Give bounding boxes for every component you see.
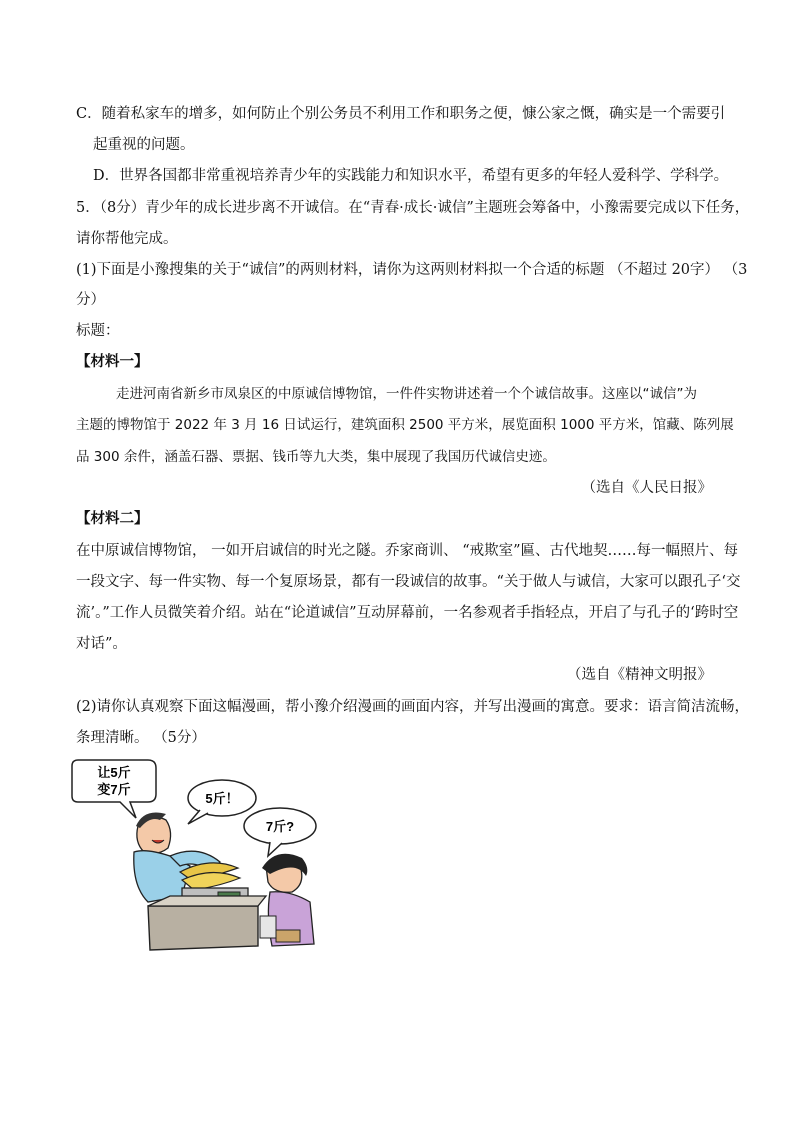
material-1-line1: 走进河南省新乡市凤泉区的中原诚信博物馆，一件件实物讲述着一个个诚信故事。这座以“诚信”为 xyxy=(116,386,697,402)
material-2-heading: 【材料二】 xyxy=(76,510,149,527)
material-2-line2: 一段文字、每一件实物、每一个复原场景，都有一段诚信的故事。“关于做人与诚信，大家可以跟孔子‘交 xyxy=(76,574,741,590)
option-c-line2: 起重视的问题。 xyxy=(93,137,195,153)
bubble-1-text: 5斤！ xyxy=(205,791,239,806)
bubble-2-text: 7斤? xyxy=(265,819,295,834)
option-c-line1: C．随着私家车的增多，如何防止个别公务员不利用工作和职务之便，慷公家之慨，确实是一个需要引 xyxy=(76,106,726,122)
material-2-line1: 在中原诚信博物馆， 一如开启诚信的时光之隧。乔家商训、 “戒欺室”匾、古代地契……每一幅照片、每 xyxy=(76,543,739,559)
material-1-line2: 主题的博物馆于 2022 年 3 月 16 日试运行，建筑面积 2500 平方米，展览面积 1000 平方米，馆藏、陈列展 xyxy=(76,417,734,433)
material-2-line4: 对话”。 xyxy=(76,636,127,652)
cartoon-illustration xyxy=(70,756,330,956)
caption-line1: 让5斤 xyxy=(97,765,131,780)
subquestion-2-line2: 条理清晰。 （5分） xyxy=(76,730,206,746)
material-2-source: （选自《精神文明报》 xyxy=(567,667,712,683)
material-1-line3: 品 300 余件，涵盖石器、票据、钱币等九大类，集中展现了我国历代诚信史迹。 xyxy=(76,449,556,465)
counter xyxy=(148,896,266,950)
subquestion-1-line1: (1)下面是小豫搜集的关于“诚信”的两则材料，请你为这两则材料拟一个合适的标题 （不超过 20字） （3 xyxy=(76,262,748,278)
option-d-line: D．世界各国都非常重视培养青少年的实践能力和知识水平，希望有更多的年轻人爱科学、学科学。 xyxy=(93,168,729,184)
material-1-heading: 【材料一】 xyxy=(76,353,149,370)
question-5-line1: 5．（8分）青少年的成长进步离不开诚信。在“青春·成长·诚信”主题班会筹备中，小豫需要完成以下任务， xyxy=(76,200,750,216)
customer-figure xyxy=(260,854,314,946)
subquestion-1-line2: 分） xyxy=(76,292,105,308)
speech-bubble-7jin xyxy=(244,808,316,856)
material-2-line3: 流’。”工作人员微笑着介绍。站在“论道诚信”互动屏幕前，一名参观者手指轻点，开启了与孔子的‘跨时空 xyxy=(76,605,739,621)
subquestion-2-line1: (2)请你认真观察下面这幅漫画，帮小豫介绍漫画的画面内容，并写出漫画的寓意。要求：语言简洁流畅， xyxy=(76,699,750,715)
title-label: 标题： xyxy=(76,323,120,339)
material-1-source: （选自《人民日报》 xyxy=(581,480,712,496)
caption-box xyxy=(72,760,156,818)
speech-bubble-5jin xyxy=(188,780,256,824)
question-5-line2: 请你帮他完成。 xyxy=(76,231,178,247)
caption-line2: 变7斤 xyxy=(97,782,131,797)
